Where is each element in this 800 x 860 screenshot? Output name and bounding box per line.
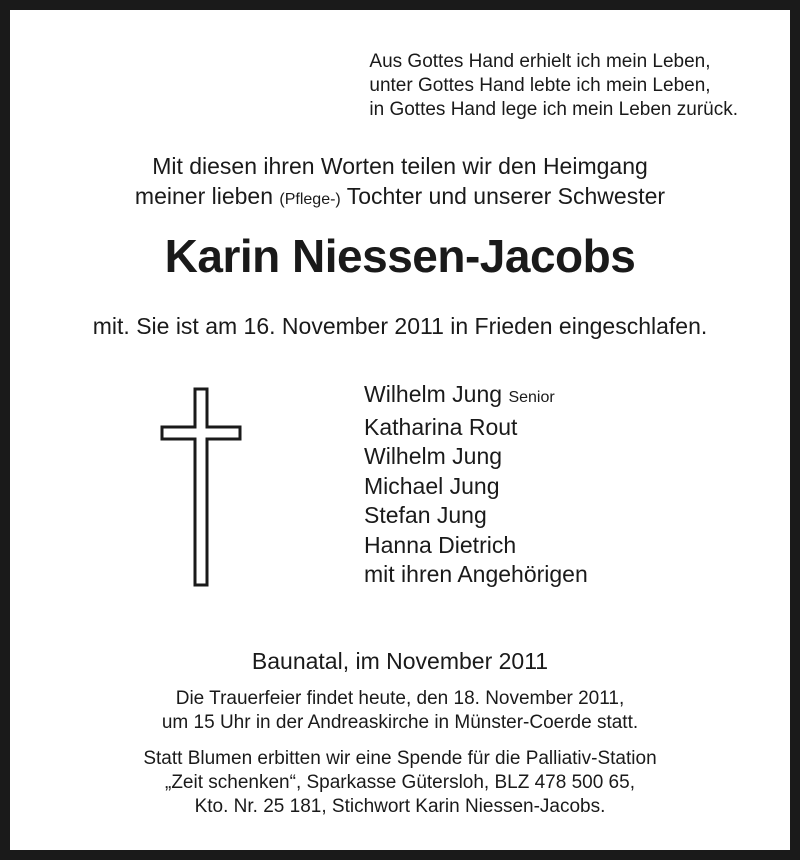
funeral-info — [10, 687, 790, 735]
donation-line: „Zeit schenken“, Sparkasse Gütersloh, BLZ 478 500 65, — [165, 772, 635, 793]
intro-text-segment: meiner lieben — [134, 183, 280, 209]
deceased-name: Karin Niessen-Jacobs — [164, 230, 636, 282]
mourners-list — [364, 380, 588, 590]
verse-line: in Gottes Hand lege ich mein Leben zurück. — [369, 99, 738, 120]
mourner-entry: Stefan Jung — [364, 502, 487, 528]
mourner-entry: Katharina Rout — [364, 413, 518, 440]
funeral-line: Die Trauerfeier findet heute, den 18. November 2011, — [175, 688, 625, 709]
intro-line — [10, 181, 790, 215]
intro-small-note: (Pflege-) — [279, 191, 341, 208]
funeral-line: um 15 Uhr in der Andreaskirche in Münster-Coerde statt. — [161, 712, 639, 733]
donation-info — [10, 747, 790, 819]
place-date: Baunatal, im November 2011 — [251, 648, 549, 674]
intro-line: Mit diesen ihren Worten teilen wir den Heimgang — [152, 153, 648, 179]
mourner-entry: Wilhelm Jung — [364, 443, 503, 469]
mourner-entry: Hanna Dietrich — [364, 531, 517, 558]
mourner-entry — [364, 380, 588, 413]
mourner-name: Wilhelm Jung — [364, 381, 503, 407]
mourner-entry: Michael Jung — [364, 472, 500, 499]
intro-text-segment: Tochter und unserer Schwester — [340, 183, 666, 209]
verse-line: unter Gottes Hand lebte ich mein Leben, — [369, 75, 711, 96]
mourner-entry: mit ihren Angehörigen — [364, 561, 588, 587]
bible-verse — [369, 50, 738, 122]
verse-line: Aus Gottes Hand erhielt ich mein Leben, — [369, 51, 711, 72]
cross-icon — [160, 387, 244, 587]
donation-line: Statt Blumen erbitten wir eine Spende für die Palliativ-Station — [143, 748, 657, 769]
death-statement: mit. Sie ist am 16. November 2011 in Frieden eingeschlafen. — [92, 313, 708, 339]
mourner-suffix: Senior — [508, 389, 555, 406]
donation-line: Kto. Nr. 25 181, Stichwort Karin Niessen-Jacobs. — [194, 796, 606, 817]
intro-text — [10, 151, 790, 215]
